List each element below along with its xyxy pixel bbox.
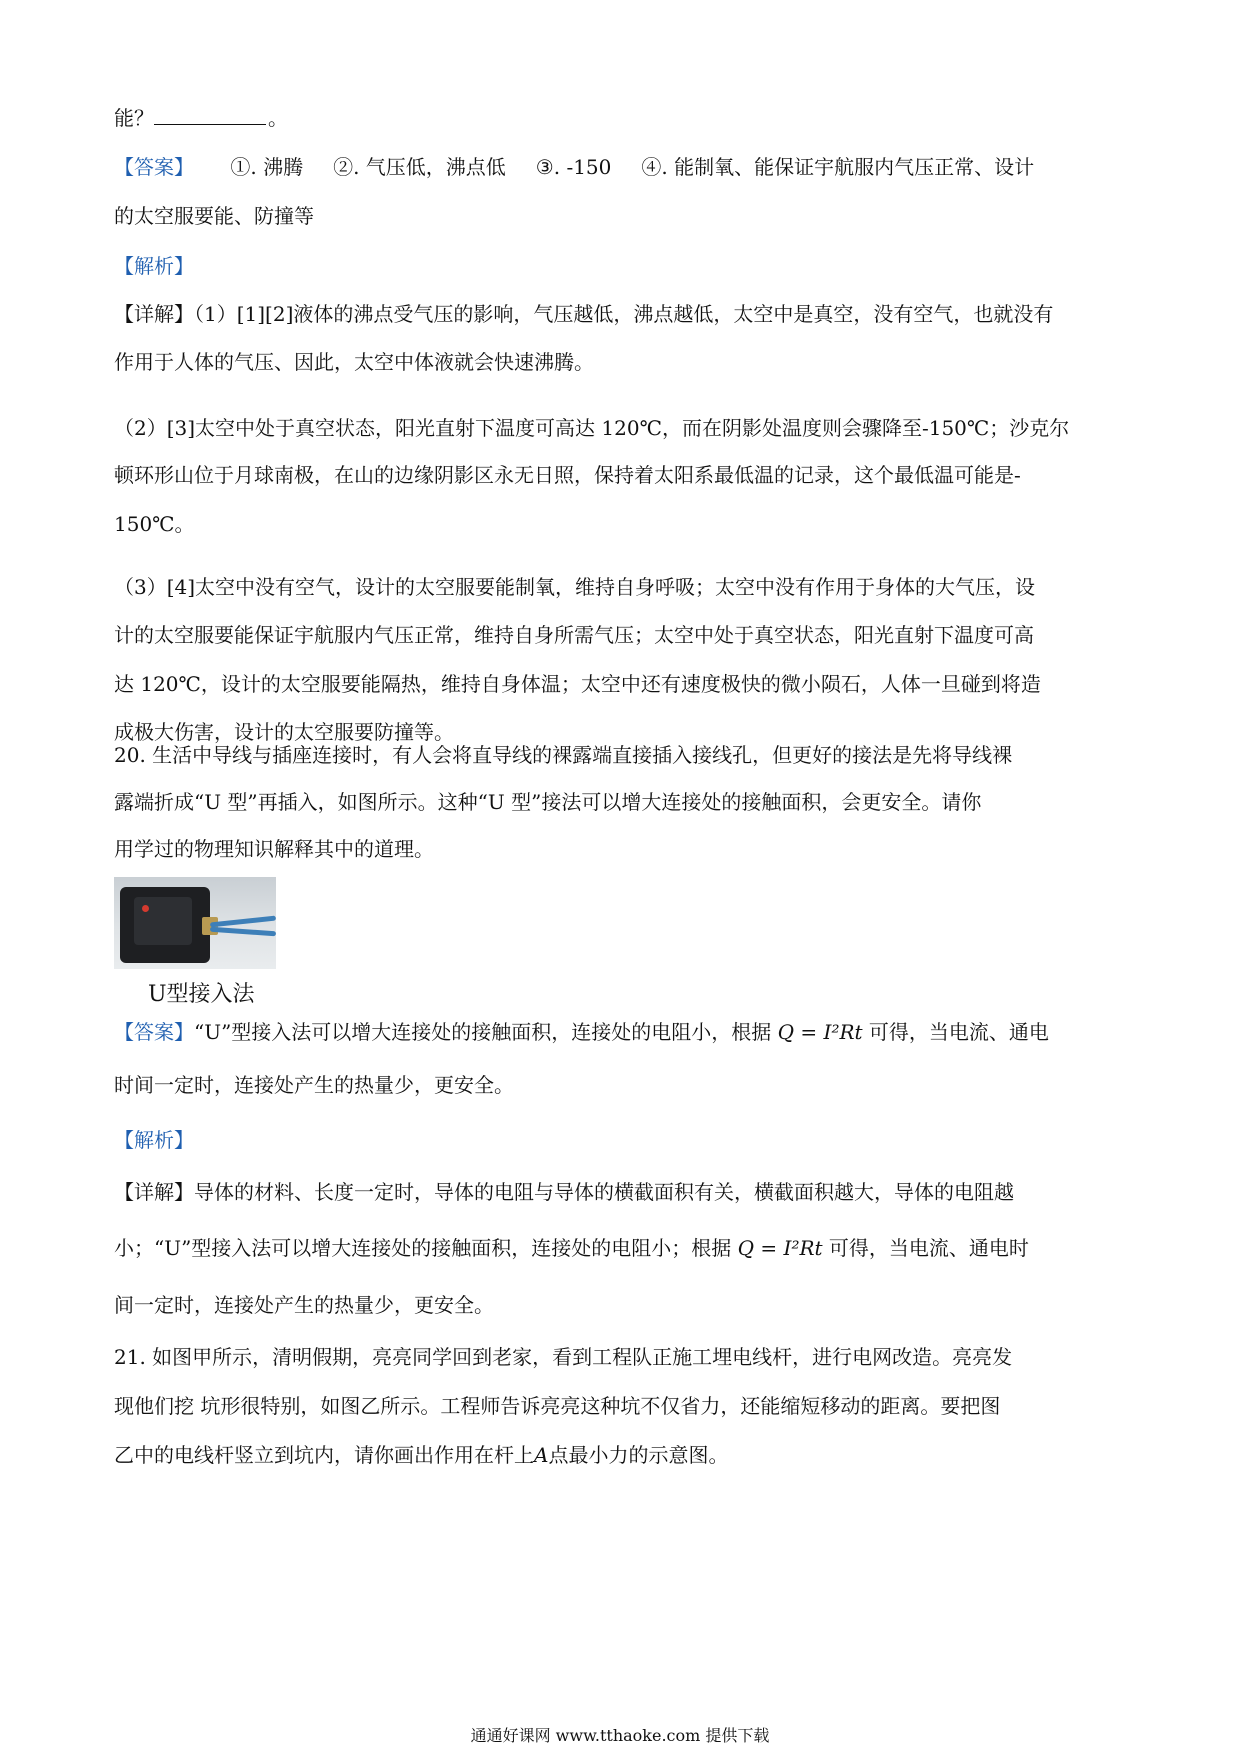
answer-items: [230, 155, 1064, 179]
blue-wire: [210, 927, 276, 937]
answer-blank: [154, 106, 266, 125]
q21-line-1: 21. 如图甲所示，清明假期，亮亮同学回到老家，看到工程队正施工埋电线杆，进行电网改造。亮亮发: [114, 1345, 1013, 1369]
q19-cont-end: 。: [268, 106, 288, 130]
q20-detail-3: 间一定时，连接处产生的热量少，更安全。: [114, 1293, 494, 1317]
q21-line-2: 现他们挖 坑形很特别，如图乙所示。工程师告诉亮亮这种坑不仅省力，还能缩短移动的距离。要把图: [114, 1394, 1001, 1418]
answer-item: ④. 能制氧、能保证宇航服内气压正常、设计: [641, 155, 1035, 179]
q21-line-3: 乙中的电线杆竖立到坑内，请你画出作用在杆上A点最小力的示意图。: [114, 1443, 729, 1467]
formula: Q = I²Rt: [737, 1236, 823, 1260]
q19-analysis-label: 【解析】: [114, 254, 194, 278]
q20-detail-2: 小；“U”型接入法可以增大连接处的接触面积，连接处的电阻小；根据 Q = I²Rt 可得，当电流、通电时: [114, 1236, 1029, 1260]
q20-analysis-label: 【解析】: [114, 1128, 194, 1152]
q19-detail-line: 150℃。: [114, 512, 195, 536]
point-a: A: [534, 1443, 549, 1467]
q20-question-line-2: 露端折成“U 型”再插入，如图所示。这种“U 型”接法可以增大连接处的接触面积，会更安全。请你: [114, 790, 982, 814]
q19-continuation: [114, 106, 288, 130]
answer-item: ③. -150: [535, 155, 612, 179]
answer-item: ②. 气压低，沸点低: [333, 155, 506, 179]
blue-wire: [210, 916, 276, 928]
q19-detail-line: 【详解】（1）[1][2]液体的沸点受气压的影响，气压越低，沸点越低，太空中是真空，没有空气，也就没有: [114, 302, 1054, 326]
answer-item: ①. 沸腾: [230, 155, 304, 179]
answer-label: 【答案】: [114, 155, 194, 179]
q19-detail-line: 作用于人体的气压、因此，太空中体液就会快速沸腾。: [114, 350, 594, 374]
q20-answer: 【答案】“U”型接入法可以增大连接处的接触面积，连接处的电阻小，根据 Q = I²Rt 可得，当电流、通电: [114, 1020, 1049, 1044]
q20-question-line-1: 20. 生活中导线与插座连接时，有人会将直导线的裸露端直接插入接线孔，但更好的接法是先将导线裸: [114, 743, 1013, 767]
formula: Q = I²Rt: [777, 1020, 863, 1044]
q20-answer-cont: 时间一定时，连接处产生的热量少，更安全。: [114, 1073, 514, 1097]
detail-label: 【详解】: [114, 1180, 194, 1204]
footer-watermark: 通通好课网 www.tthaoke.com 提供下载: [470, 1726, 770, 1745]
q19-detail-line: 计的太空服要能保证宇航服内气压正常，维持自身所需气压；太空中处于真空状态，阳光直射下温度可高: [114, 623, 1034, 647]
u-type-connection-photo: [114, 877, 276, 969]
q20-question-line-3: 用学过的物理知识解释其中的道理。: [114, 837, 434, 861]
q19-answer-cont: 的太空服要能、防撞等: [114, 204, 314, 228]
figure-caption: U型接入法: [148, 982, 255, 1007]
red-indicator: [142, 905, 149, 912]
q19-cont-text: 能？: [114, 106, 154, 130]
answer-label: 【答案】: [114, 1020, 194, 1044]
q19-answer: [114, 155, 1094, 179]
q19-detail-line: 顿环形山位于月球南极，在山的边缘阴影区永无日照，保持着太阳系最低温的记录，这个最低温可能是-: [114, 463, 1021, 487]
q20-detail-1: 【详解】导体的材料、长度一定时，导体的电阻与导体的横截面积有关，横截面积越大，导体的电阻越: [114, 1180, 1014, 1204]
detail-label: 【详解】: [114, 302, 194, 326]
q19-detail-line: （2）[3]太空中处于真空状态，阳光直射下温度可高达 120℃，而在阴影处温度则会骤降至-150℃；沙克尔: [114, 416, 1070, 440]
q19-detail-line: 成极大伤害，设计的太空服要防撞等。: [114, 720, 454, 744]
q19-detail-line: （3）[4]太空中没有空气，设计的太空服要能制氧，维持自身呼吸；太空中没有作用于身体的大气压，设: [114, 575, 1036, 599]
q19-detail-line: 达 120℃，设计的太空服要能隔热，维持自身体温；太空中还有速度极快的微小陨石，人体一旦碰到将造: [114, 672, 1041, 696]
rocker-switch: [120, 887, 210, 963]
